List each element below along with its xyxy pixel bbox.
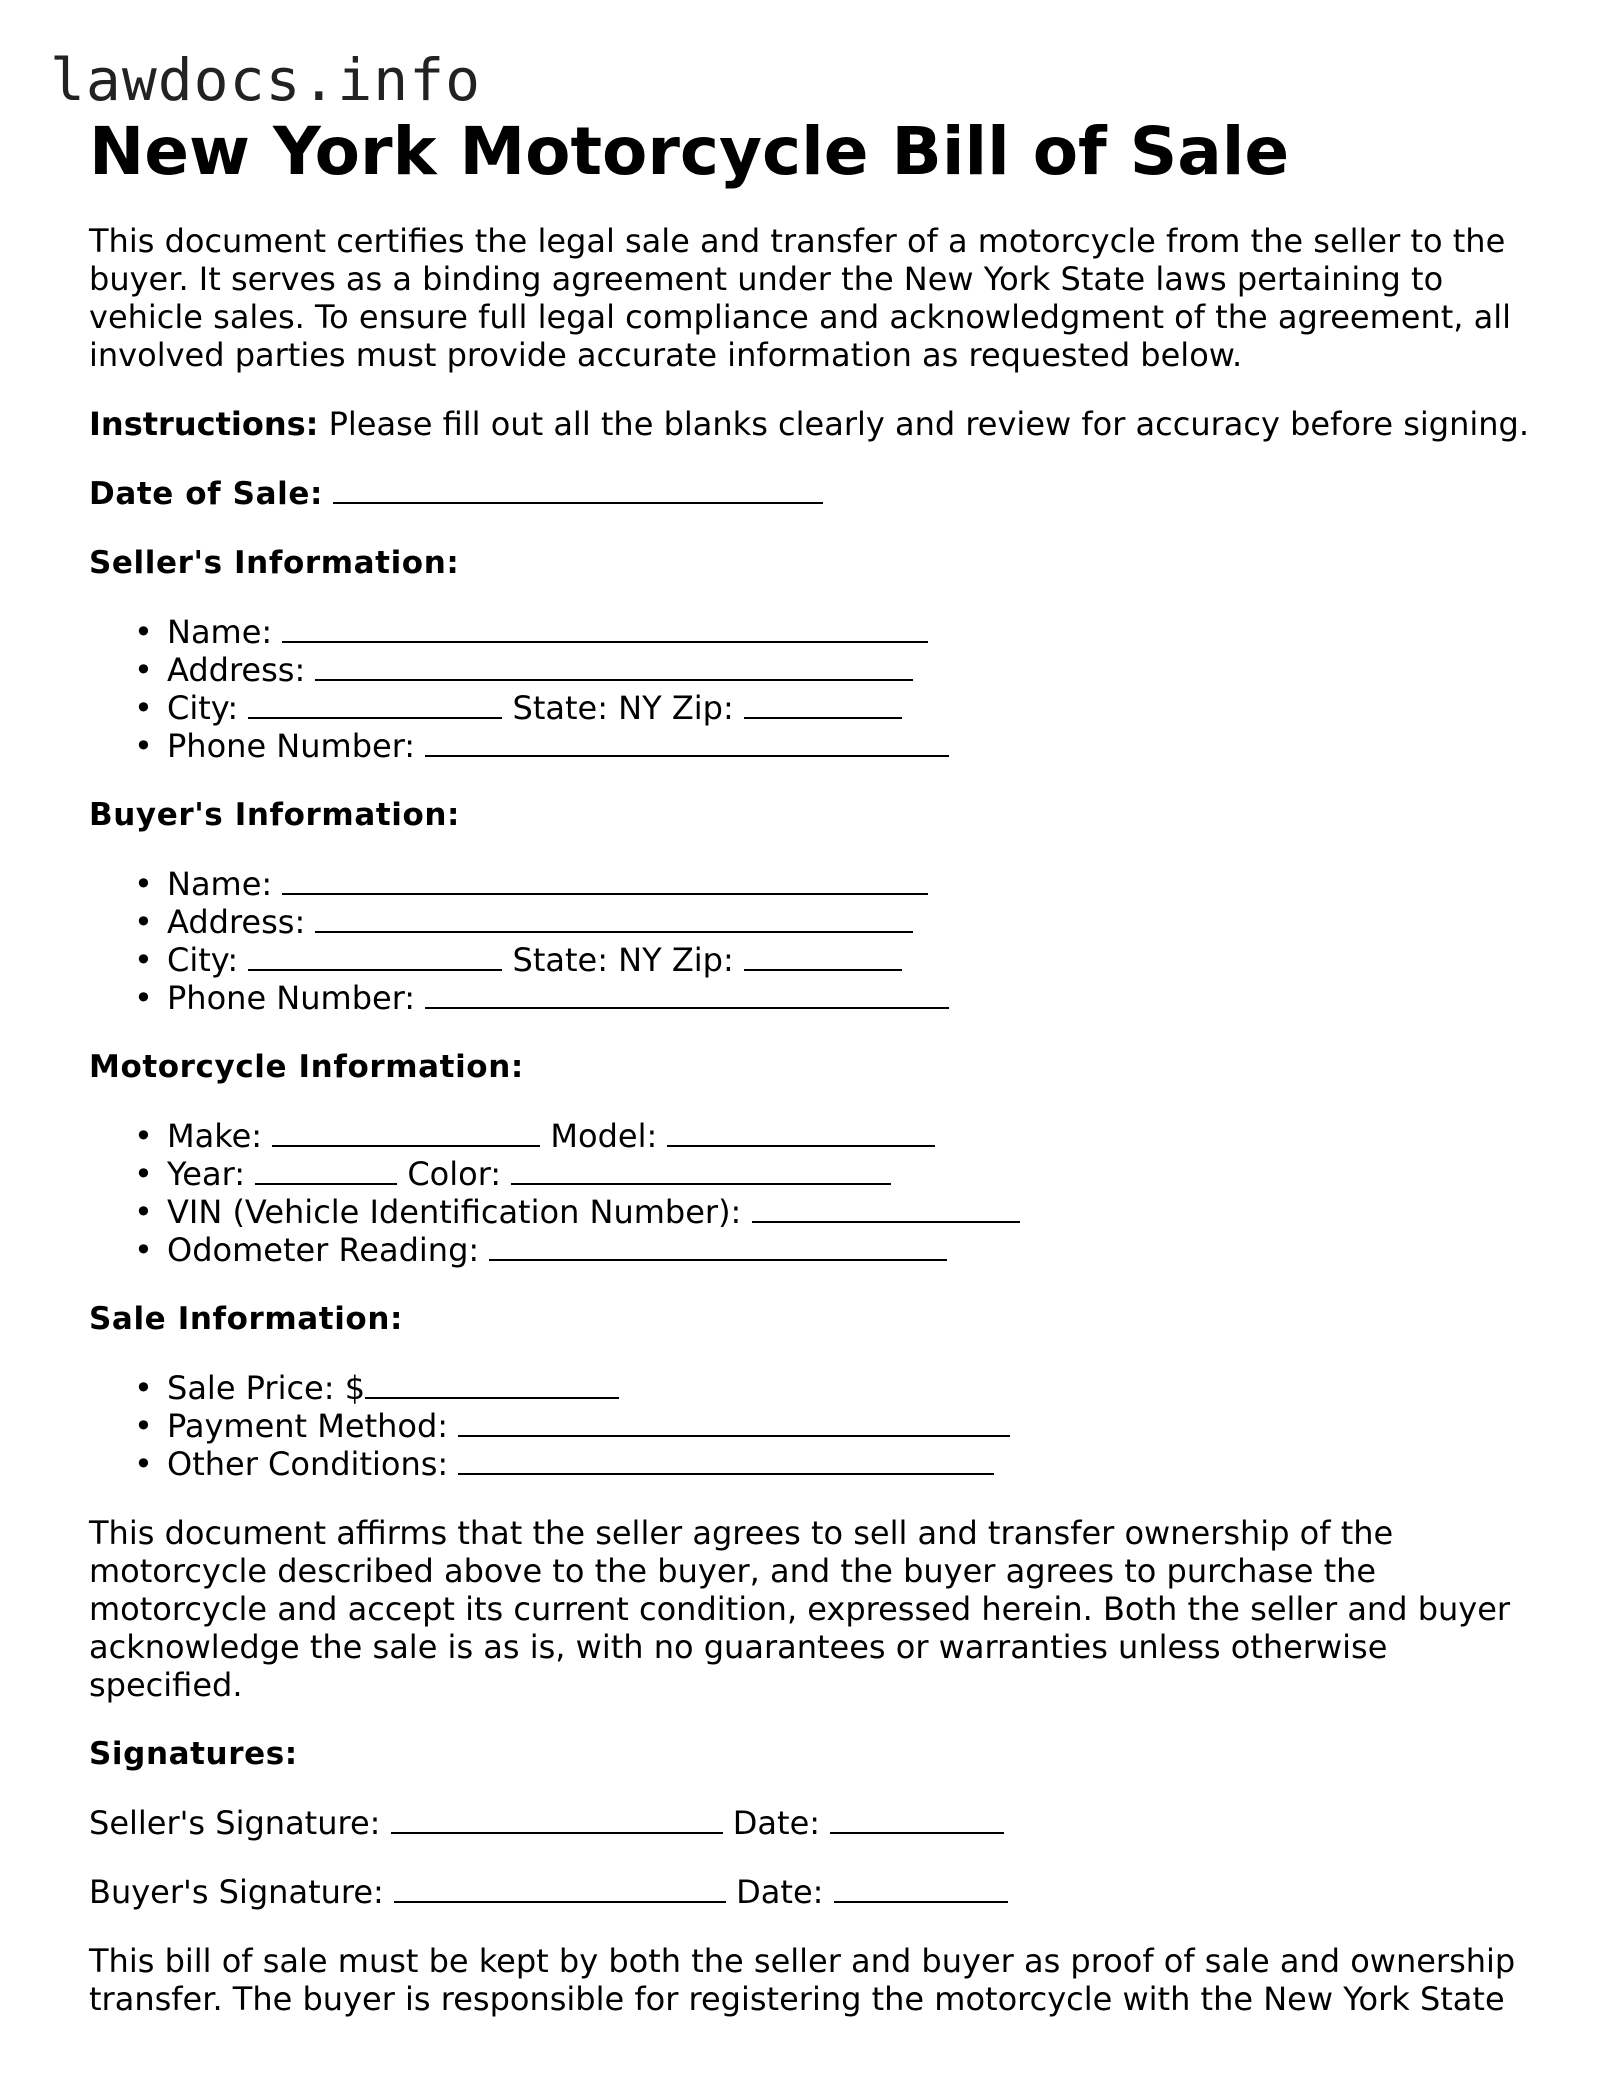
seller-signature-date-blank[interactable]	[830, 1804, 1004, 1834]
motorcycle-year-label: Year:	[167, 1155, 245, 1193]
motorcycle-odometer-item	[167, 1231, 1549, 1269]
buyer-heading: Buyer's Information:	[89, 797, 461, 833]
motorcycle-heading: Motorcycle Information:	[89, 1049, 524, 1085]
motorcycle-vin-label: VIN (Vehicle Identification Number):	[167, 1193, 742, 1231]
closing-paragraph: This bill of sale must be kept by both the seller and buyer as proof of sale and ownership transfer. The buyer is responsible for registering the motorcycle with the New York State	[89, 1942, 1516, 2018]
seller-signature-line	[89, 1804, 1549, 1842]
motorcycle-vin-item	[167, 1193, 1549, 1231]
buyer-phone-blank[interactable]	[425, 979, 949, 1009]
buyer-signature-date-label: Date:	[736, 1873, 824, 1911]
sale-payment-blank[interactable]	[458, 1407, 1010, 1437]
buyer-signature-date-blank[interactable]	[834, 1873, 1008, 1903]
instructions-label: Instructions:	[89, 405, 319, 443]
seller-signature-label: Seller's Signature:	[89, 1804, 381, 1842]
sale-payment-item	[167, 1407, 1549, 1445]
sale-price-label: Sale Price: $	[167, 1369, 366, 1407]
sale-price-blank[interactable]	[365, 1369, 619, 1399]
sale-other-label: Other Conditions:	[167, 1445, 449, 1483]
seller-phone-label: Phone Number:	[167, 727, 416, 765]
seller-signature-blank[interactable]	[391, 1804, 723, 1834]
buyer-signature-label: Buyer's Signature:	[89, 1873, 384, 1911]
buyer-fields-list	[89, 865, 1549, 1017]
date-of-sale-blank[interactable]	[333, 474, 823, 504]
seller-address-item	[167, 651, 1549, 689]
affirmation-paragraph: This document affirms that the seller agrees to sell and transfer ownership of the motorcycle described above to the buyer, and the buyer agrees to purchase the motorcycle and accept its current condition, expressed herein. Both the seller and buyer acknowledge the sale is as is, with no guarantees or warranties unless otherwise specified.	[89, 1514, 1511, 1704]
signatures-heading: Signatures:	[89, 1736, 298, 1772]
document-body	[89, 110, 1549, 2018]
buyer-city-label: City:	[167, 941, 239, 979]
seller-city-label: City:	[167, 689, 239, 727]
seller-phone-item	[167, 727, 1549, 765]
motorcycle-vin-blank[interactable]	[752, 1193, 1020, 1223]
motorcycle-odometer-label: Odometer Reading:	[167, 1231, 480, 1269]
buyer-signature-blank[interactable]	[394, 1873, 726, 1903]
motorcycle-fields-list	[89, 1117, 1549, 1269]
sale-other-blank[interactable]	[458, 1445, 994, 1475]
buyer-state-zip-label: State: NY Zip:	[512, 941, 734, 979]
buyer-city-item	[167, 941, 1549, 979]
seller-zip-blank[interactable]	[744, 689, 902, 719]
seller-address-label: Address:	[167, 651, 306, 689]
intro-paragraph: This document certifies the legal sale and transfer of a motorcycle from the seller to the buyer. It serves as a binding agreement under the New York State laws pertaining to vehicle sales. To ensure full legal compliance and acknowledgment of the agreement, all involved parties must provide accurate information as requested below.	[89, 222, 1512, 374]
buyer-address-label: Address:	[167, 903, 306, 941]
sale-fields-list	[89, 1369, 1549, 1483]
sale-payment-label: Payment Method:	[167, 1407, 449, 1445]
motorcycle-odometer-blank[interactable]	[489, 1231, 947, 1261]
buyer-name-blank[interactable]	[282, 865, 928, 895]
seller-name-label: Name:	[167, 613, 273, 651]
seller-heading: Seller's Information:	[89, 545, 460, 581]
seller-phone-blank[interactable]	[425, 727, 949, 757]
buyer-address-blank[interactable]	[315, 903, 913, 933]
date-of-sale-label: Date of Sale:	[89, 476, 323, 512]
seller-city-blank[interactable]	[248, 689, 502, 719]
instructions-text: Please fill out all the blanks clearly and review for accuracy before signing.	[328, 405, 1530, 443]
buyer-phone-label: Phone Number:	[167, 979, 416, 1017]
sale-price-item	[167, 1369, 1549, 1407]
motorcycle-model-blank[interactable]	[667, 1117, 935, 1147]
motorcycle-make-model-item	[167, 1117, 1549, 1155]
seller-name-blank[interactable]	[282, 613, 928, 643]
seller-address-blank[interactable]	[315, 651, 913, 681]
date-of-sale-line	[89, 474, 1549, 513]
seller-fields-list	[89, 613, 1549, 765]
sale-heading: Sale Information:	[89, 1301, 403, 1337]
instructions-line	[89, 405, 1549, 443]
motorcycle-model-label: Model:	[550, 1117, 658, 1155]
buyer-phone-item	[167, 979, 1549, 1017]
motorcycle-make-label: Make:	[167, 1117, 263, 1155]
motorcycle-make-blank[interactable]	[272, 1117, 540, 1147]
seller-city-item	[167, 689, 1549, 727]
motorcycle-color-label: Color:	[407, 1155, 502, 1193]
buyer-address-item	[167, 903, 1549, 941]
watermark-logo: lawdocs.info	[50, 46, 482, 114]
seller-signature-date-label: Date:	[732, 1804, 821, 1842]
sale-other-item	[167, 1445, 1549, 1483]
motorcycle-color-blank[interactable]	[511, 1155, 891, 1185]
seller-state-zip-label: State: NY Zip:	[512, 689, 734, 727]
motorcycle-year-blank[interactable]	[255, 1155, 397, 1185]
seller-name-item	[167, 613, 1549, 651]
buyer-signature-line	[89, 1873, 1549, 1911]
buyer-zip-blank[interactable]	[744, 941, 902, 971]
buyer-city-blank[interactable]	[248, 941, 502, 971]
buyer-name-label: Name:	[167, 865, 273, 903]
buyer-name-item	[167, 865, 1549, 903]
motorcycle-year-color-item	[167, 1155, 1549, 1193]
document-title: New York Motorcycle Bill of Sale	[89, 113, 1290, 190]
